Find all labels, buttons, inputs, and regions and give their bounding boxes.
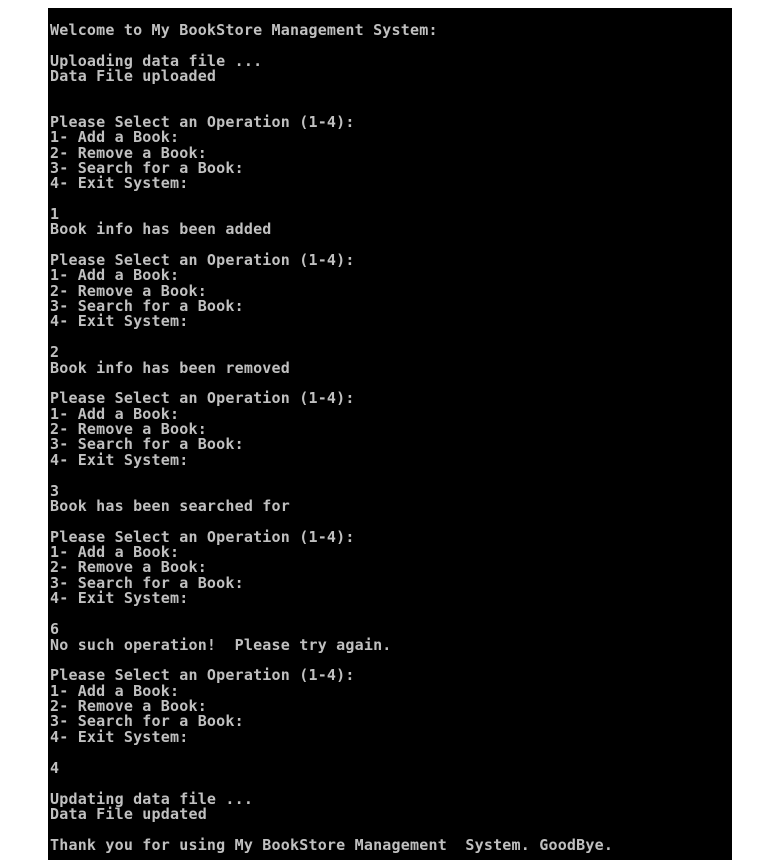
console-line: Thank you for using My BookStore Management System. GoodBye. [50, 836, 614, 854]
console-line: 4 [50, 759, 60, 777]
console-line: 1 [50, 205, 60, 223]
console-line: Welcome to My BookStore Management System: [50, 21, 438, 39]
console-line: Book has been searched for [50, 497, 290, 515]
console-window[interactable] [48, 8, 732, 860]
console-line: 4- Exit System: [50, 312, 189, 330]
console-line: 2- Remove a Book: [50, 144, 207, 162]
console-line: Please Select an Operation (1-4): [50, 113, 355, 131]
console-line: 2- Remove a Book: [50, 420, 207, 438]
console-line: 3- Search for a Book: [50, 574, 244, 592]
console-line: Uploading data file ... [50, 52, 263, 70]
console-line: 3- Search for a Book: [50, 159, 244, 177]
console-line: 4- Exit System: [50, 589, 189, 607]
console-line: 3- Search for a Book: [50, 712, 244, 730]
console-line: 3- Search for a Book: [50, 435, 244, 453]
console-line: Updating data file ... [50, 790, 254, 808]
console-line: No such operation! Please try again. [50, 636, 392, 654]
console-line: Please Select an Operation (1-4): [50, 251, 355, 269]
console-line: 6 [50, 620, 60, 638]
console-line: 3- Search for a Book: [50, 297, 244, 315]
console-line: 4- Exit System: [50, 451, 189, 469]
console-line: 2- Remove a Book: [50, 697, 207, 715]
console-line: 1- Add a Book: [50, 405, 180, 423]
console-line: 1- Add a Book: [50, 266, 180, 284]
console-line: 2- Remove a Book: [50, 558, 207, 576]
console-line: Book info has been removed [50, 359, 290, 377]
console-line: 4- Exit System: [50, 728, 189, 746]
console-line: 1- Add a Book: [50, 682, 180, 700]
console-line: 1- Add a Book: [50, 128, 180, 146]
console-line: 1- Add a Book: [50, 543, 180, 561]
console-line: Please Select an Operation (1-4): [50, 389, 355, 407]
console-output [48, 8, 732, 860]
console-line: 2 [50, 343, 60, 361]
console-line: Data File uploaded [50, 67, 217, 85]
console-line: Book info has been added [50, 220, 272, 238]
console-line: 3 [50, 482, 60, 500]
console-line: Data File updated [50, 805, 207, 823]
console-line: 4- Exit System: [50, 174, 189, 192]
console-line: Please Select an Operation (1-4): [50, 528, 355, 546]
console-line: 2- Remove a Book: [50, 282, 207, 300]
console-line: Please Select an Operation (1-4): [50, 666, 355, 684]
